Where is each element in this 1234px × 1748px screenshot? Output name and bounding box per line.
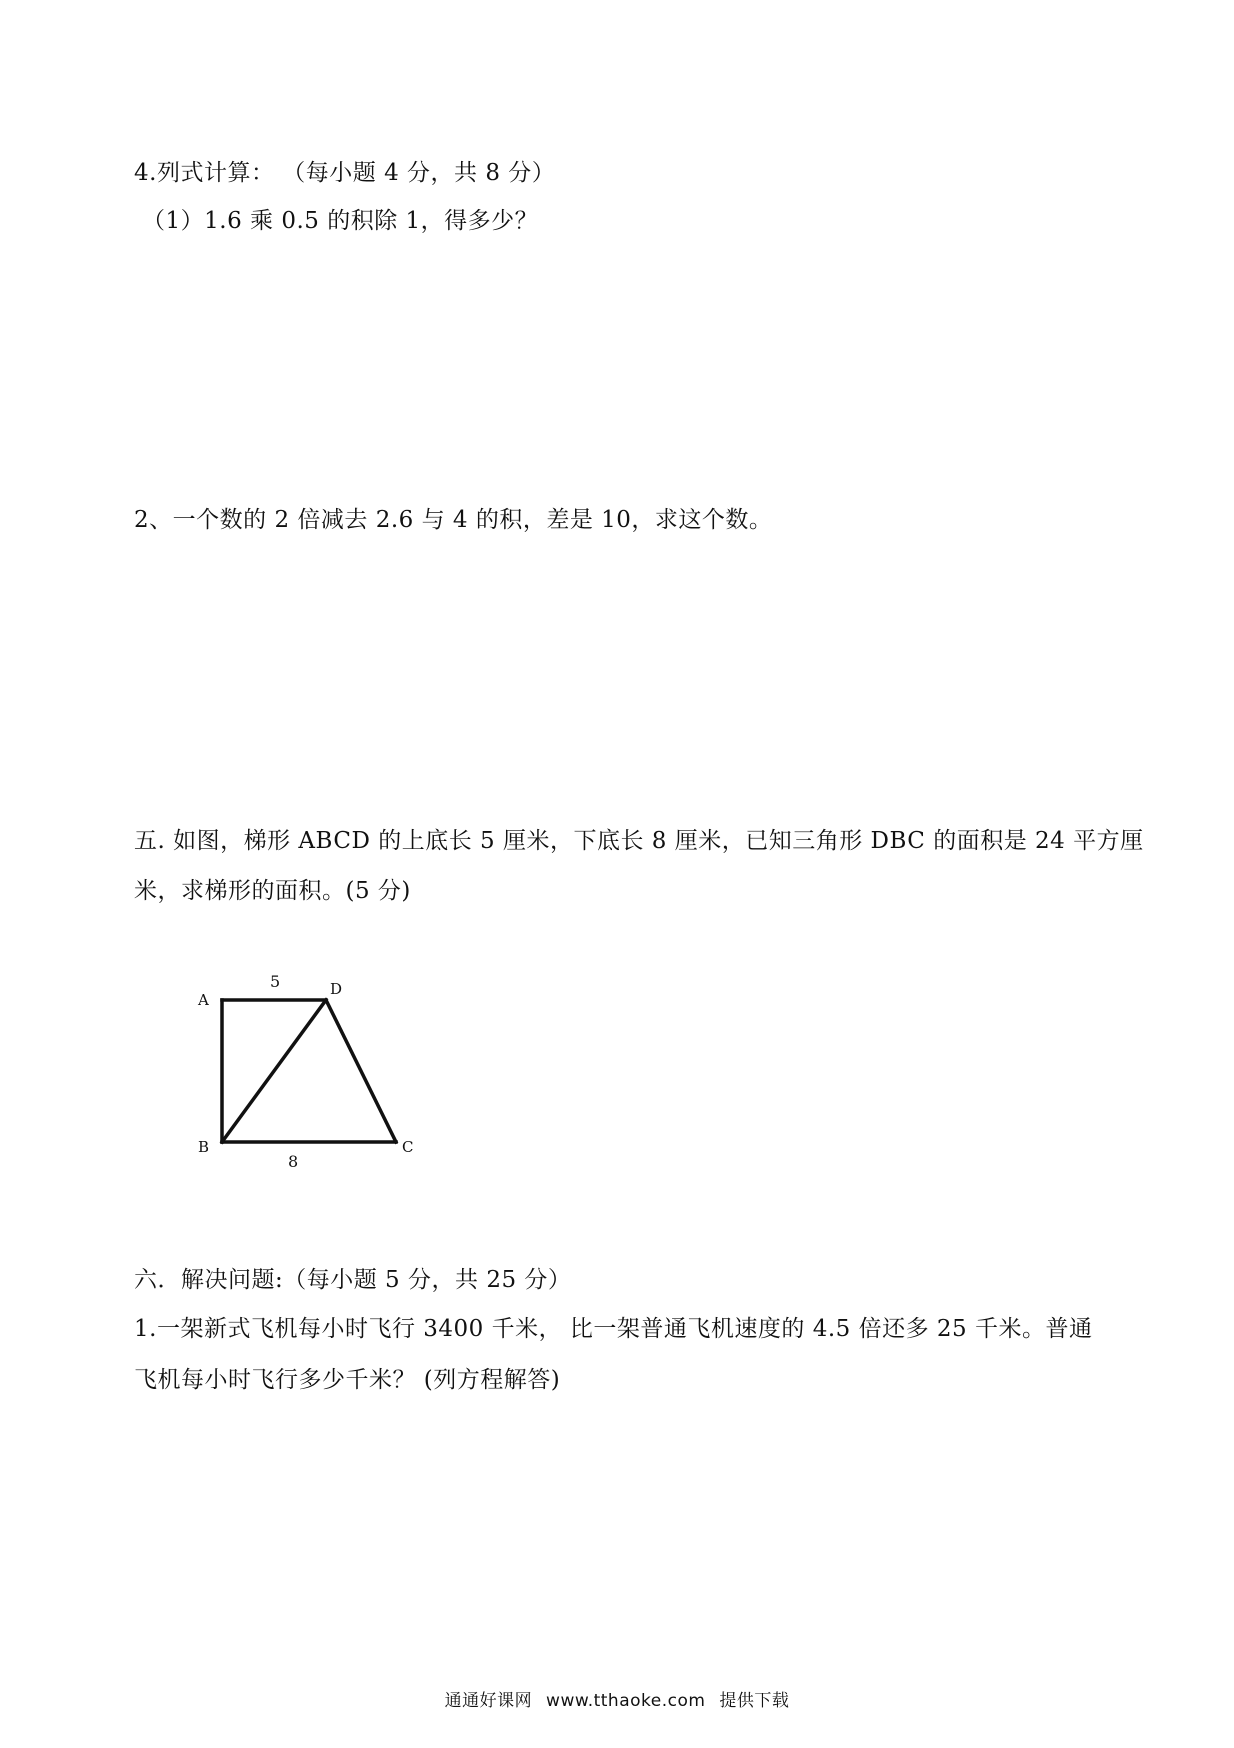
page-footer xyxy=(0,1686,1234,1711)
vertex-b-label: B xyxy=(198,1138,210,1156)
bottom-base-length: 8 xyxy=(288,1152,299,1170)
footer-site-name: 通通好课网 xyxy=(444,1691,533,1711)
trapezoid-figure xyxy=(190,960,430,1170)
section-4-heading: 4.列式计算： （每小题 4 分，共 8 分） xyxy=(134,160,556,186)
footer-url: www.tthaoke.com xyxy=(546,1691,706,1711)
section-6-heading: 六．解决问题:（每小题 5 分，共 25 分） xyxy=(134,1267,572,1293)
section-6-question-1-line-1: 1.一架新式飞机每小时飞行 3400 千米， 比一架普通飞机速度的 4.5 倍还多 25 千米。普通 xyxy=(134,1316,1093,1342)
top-base-length: 5 xyxy=(270,972,281,991)
vertex-c-label: C xyxy=(402,1138,414,1156)
section-5-text-line-1: 五. 如图，梯形 ABCD 的上底长 5 厘米，下底长 8 厘米，已知三角形 DBC 的面积是 24 平方厘 xyxy=(134,828,1144,854)
vertex-d-label: D xyxy=(330,980,343,998)
section-5-text-line-2: 米，求梯形的面积。(5 分) xyxy=(134,878,411,904)
section-4-question-2: 2、一个数的 2 倍减去 2.6 与 4 的积，差是 10，求这个数。 xyxy=(134,507,773,533)
footer-tagline: 提供下载 xyxy=(719,1691,790,1711)
section-4-question-1: （1）1.6 乘 0.5 的积除 1，得多少？ xyxy=(142,208,539,234)
diagonal-bd xyxy=(222,1000,326,1142)
trapezoid-diagram xyxy=(190,960,430,1170)
section-6-question-1-line-2: 飞机每小时飞行多少千米？ (列方程解答) xyxy=(134,1367,561,1393)
vertex-a-label: A xyxy=(198,991,209,1009)
edge-dc xyxy=(326,1000,396,1142)
